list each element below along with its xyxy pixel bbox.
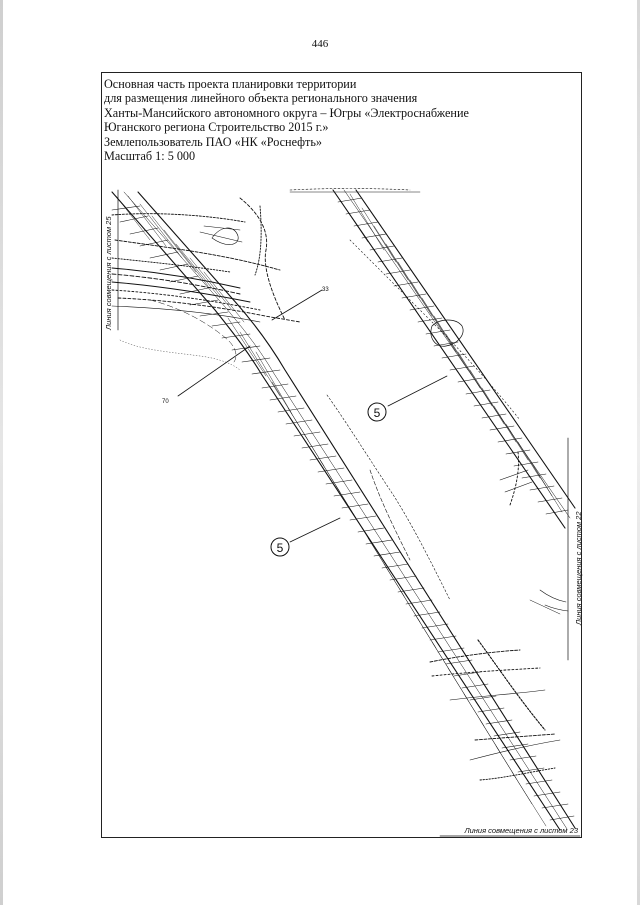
callout-circle-upper-text: 5 (373, 406, 381, 420)
existing-lines (112, 189, 568, 781)
callout-leaders (178, 290, 447, 542)
title-line-3: Ханты-Мансийского автономного округа – Югры «Электроснабжение (104, 105, 469, 120)
match-line-left-label: Линия совмещения с листом 25 (104, 216, 113, 330)
label-70: 70 (162, 399, 169, 405)
callout-circle-lower (271, 538, 289, 556)
route-corridor-left (112, 192, 575, 830)
callout-circle-upper (368, 403, 386, 421)
title-line-2: для размещения линейного объекта регионального значения (104, 91, 418, 106)
title-line-5: Землепользователь ПАО «НК «Роснефть» (104, 134, 323, 149)
page-number: 446 (311, 38, 329, 50)
title-line-4: Юганского региона Строительство 2015 г.» (104, 120, 329, 135)
title-line-1: Основная часть проекта планировки территории (104, 77, 357, 91)
scale-line: Масштаб 1: 5 000 (104, 149, 196, 164)
match-line-bottom-label: Линия совмещения с листом 23 (464, 826, 578, 835)
match-line-right-label: Линия совмещения с листом 22 (574, 511, 583, 625)
route-corridor-right (333, 190, 575, 528)
label-33: 33 (322, 287, 329, 293)
match-line-boundaries (118, 190, 580, 836)
callout-circle-lower-text: 5 (276, 541, 284, 555)
